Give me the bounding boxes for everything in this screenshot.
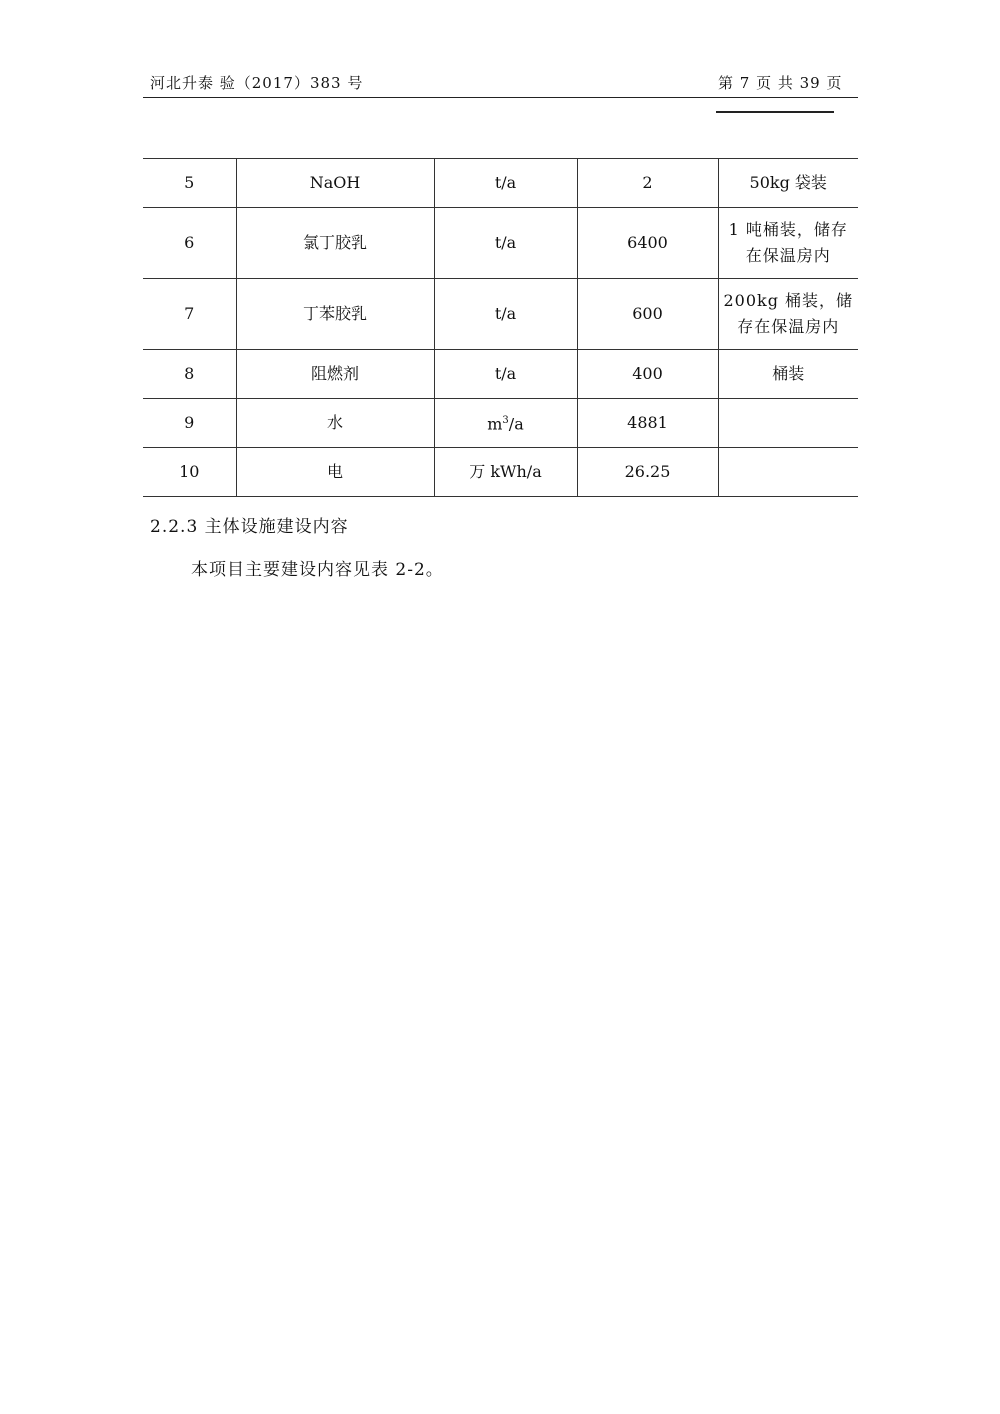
header-underline xyxy=(716,111,834,113)
unit-base: m xyxy=(487,414,503,434)
materials-table xyxy=(143,158,858,497)
row-number: 9 xyxy=(143,399,236,448)
material-name: NaOH xyxy=(236,159,434,208)
amount: 400 xyxy=(577,350,718,399)
remark xyxy=(718,448,858,497)
remark: 50kg 袋装 xyxy=(718,159,858,208)
unit: t/a xyxy=(434,350,577,399)
amount: 2 xyxy=(577,159,718,208)
amount: 4881 xyxy=(577,399,718,448)
remark: 桶装 xyxy=(718,350,858,399)
unit: t/a xyxy=(434,159,577,208)
material-name: 电 xyxy=(236,448,434,497)
row-number: 8 xyxy=(143,350,236,399)
amount: 6400 xyxy=(577,208,718,279)
table-row xyxy=(143,159,858,208)
unit: t/a xyxy=(434,208,577,279)
table-row xyxy=(143,399,858,448)
row-number: 6 xyxy=(143,208,236,279)
unit-exponent: 3 xyxy=(502,415,509,427)
body-paragraph: 本项目主要建设内容见表 2-2。 xyxy=(191,560,444,580)
material-name: 氯丁胶乳 xyxy=(236,208,434,279)
table-row xyxy=(143,448,858,497)
amount: 26.25 xyxy=(577,448,718,497)
material-name: 水 xyxy=(236,399,434,448)
row-number: 10 xyxy=(143,448,236,497)
material-name: 阻燃剂 xyxy=(236,350,434,399)
unit-tail: /a xyxy=(508,414,524,434)
table-row xyxy=(143,208,858,279)
amount: 600 xyxy=(577,279,718,350)
remark xyxy=(718,399,858,448)
page-number: 第 7 页 共 39 页 xyxy=(718,74,843,92)
row-number: 5 xyxy=(143,159,236,208)
row-number: 7 xyxy=(143,279,236,350)
remark: 1 吨桶装，储存在保温房内 xyxy=(718,208,858,279)
unit: t/a xyxy=(434,279,577,350)
document-code: 河北升泰 验（2017）383 号 xyxy=(150,74,364,92)
unit xyxy=(434,399,577,448)
remark: 200kg 桶装，储存在保温房内 xyxy=(718,279,858,350)
unit: 万 kWh/a xyxy=(434,448,577,497)
header-divider xyxy=(143,97,858,98)
table-row xyxy=(143,279,858,350)
table-row xyxy=(143,350,858,399)
material-name: 丁苯胶乳 xyxy=(236,279,434,350)
section-heading: 2.2.3 主体设施建设内容 xyxy=(150,517,349,537)
